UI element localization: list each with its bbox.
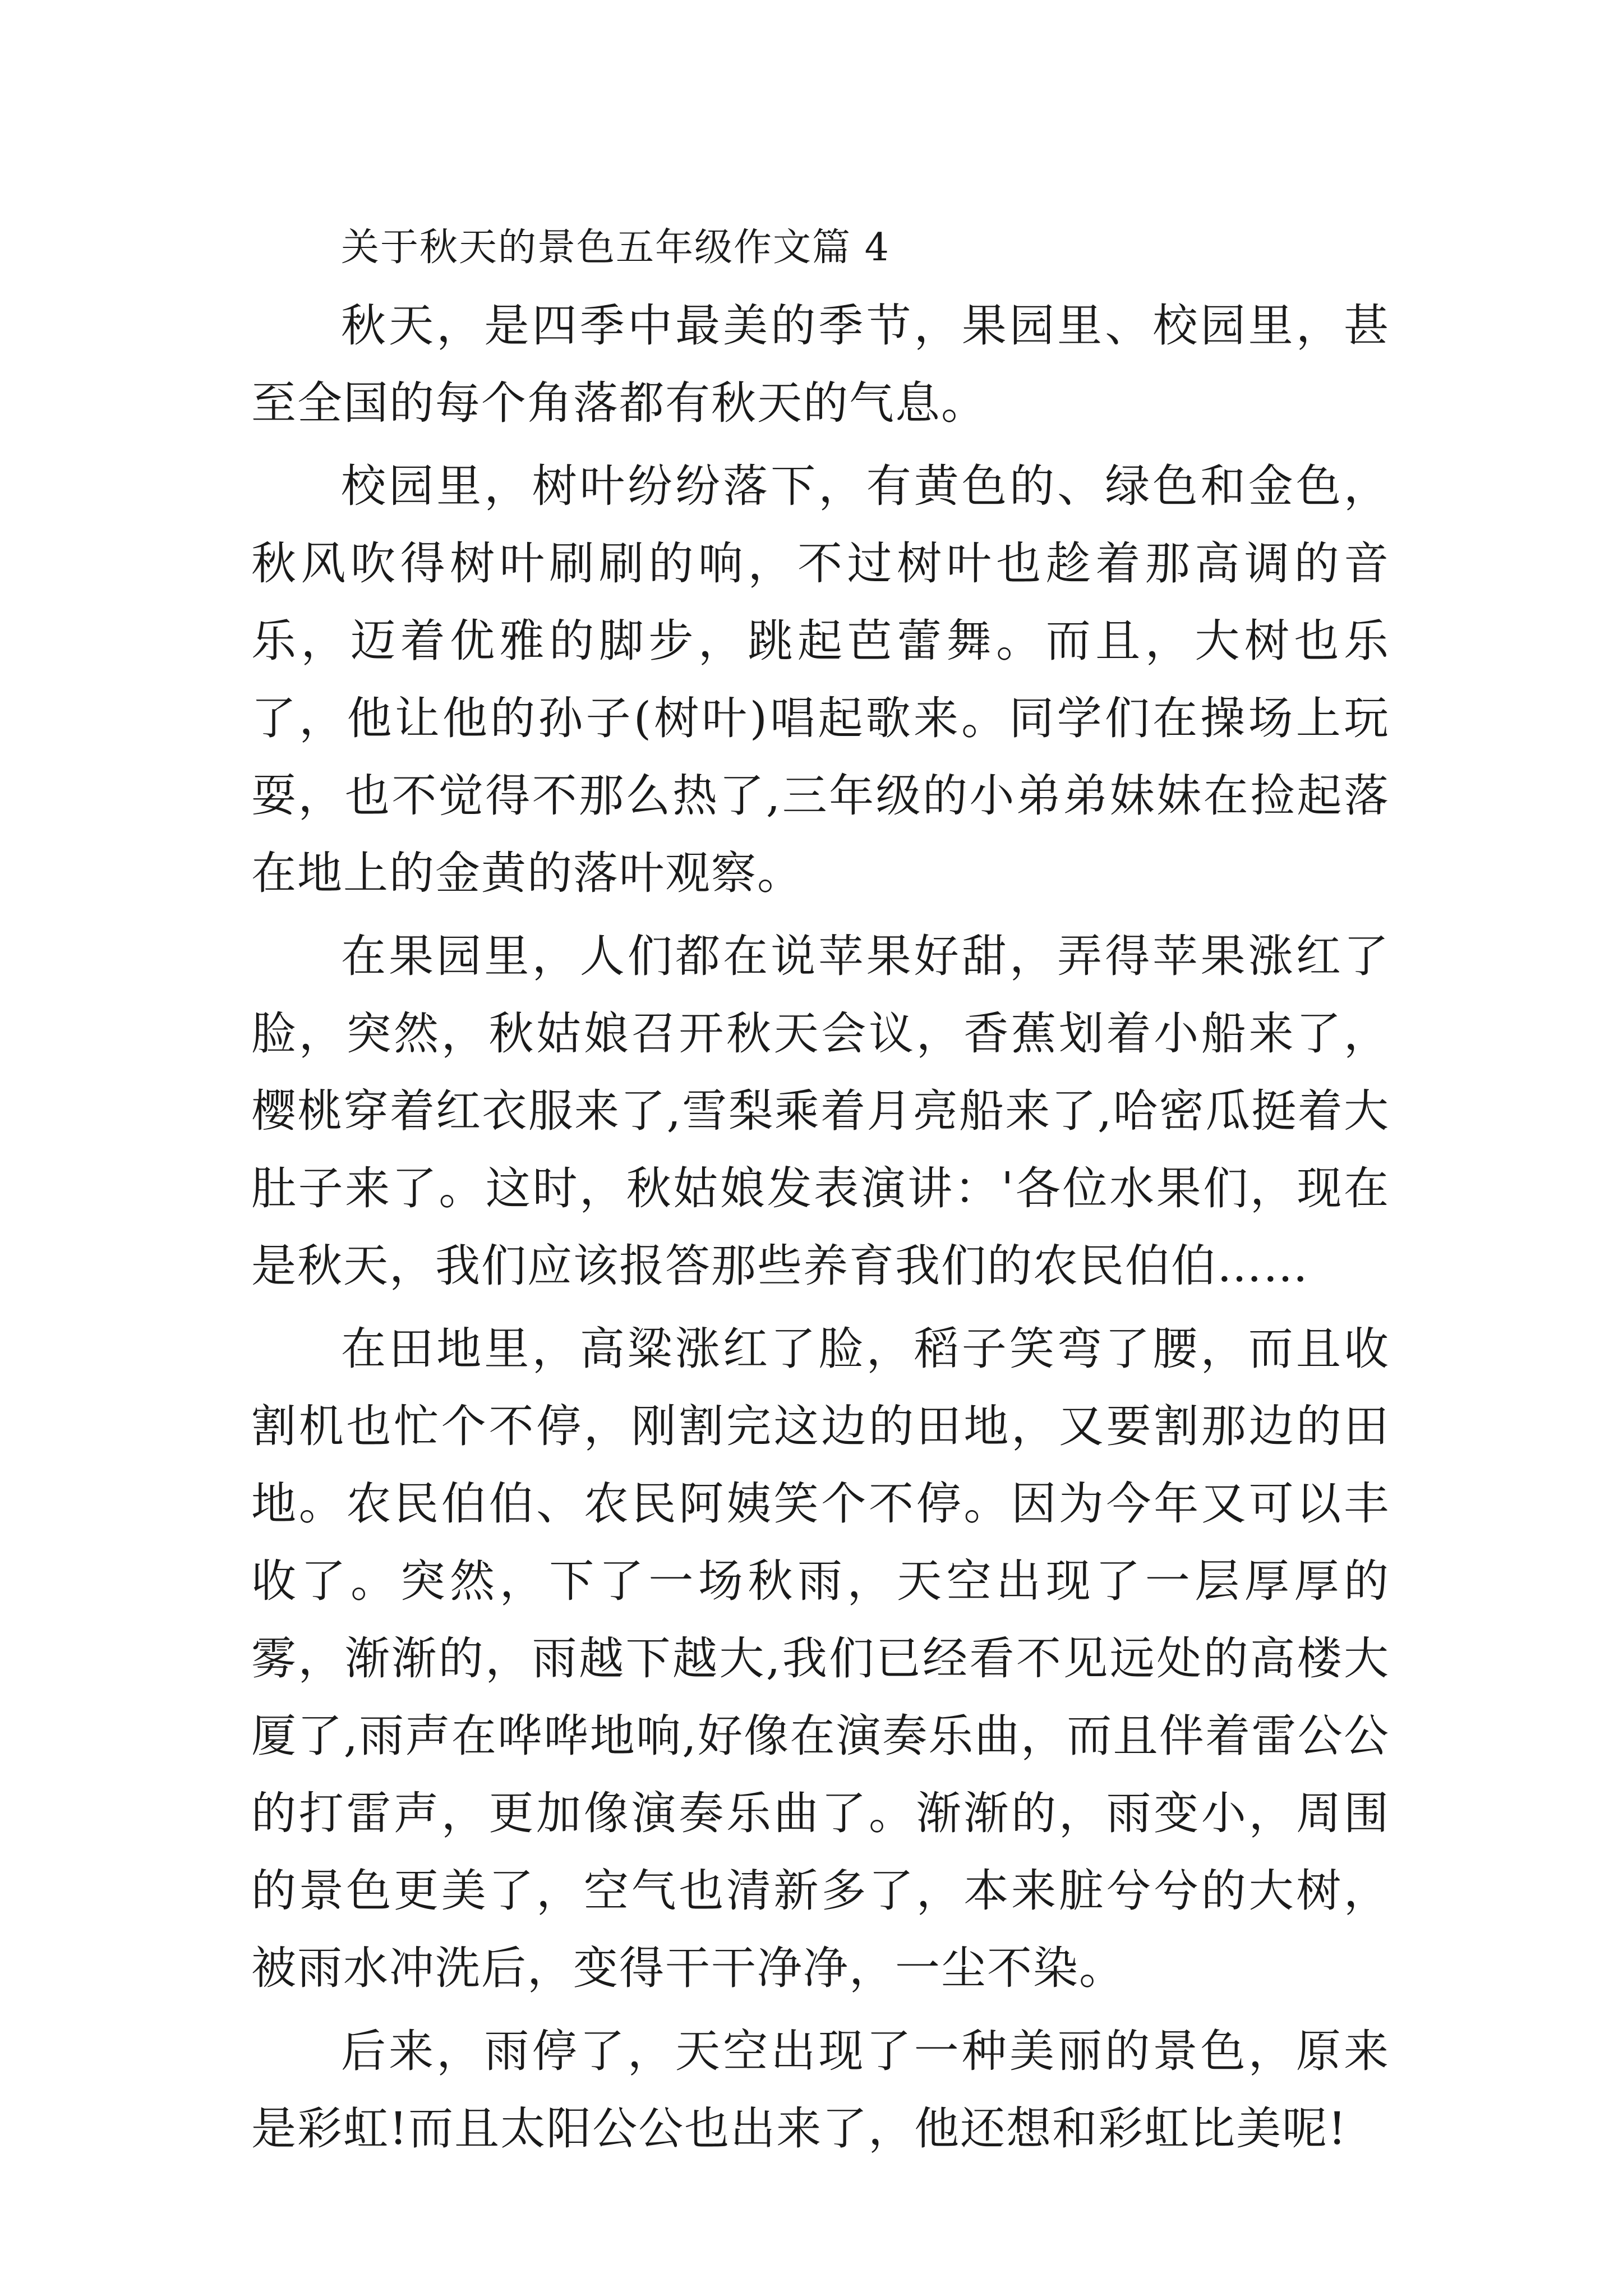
document-title: 关于秋天的景色五年级作文篇 4 xyxy=(341,226,890,270)
paragraph-5: 后来，雨停了，天空出现了一种美丽的景色，原来是彩虹!而且太阳公公也出来了，他还想和彩虹比美呢! xyxy=(251,2025,1390,2155)
paragraph-2: 校园里，树叶纷纷落下，有黄色的、绿色和金色，秋风吹得树叶刷刷的响，不过树叶也趁着那高调的音乐，迈着优雅的脚步，跳起芭蕾舞。而且，大树也乐了，他让他的孙子(树叶)唱起歌来。同学们在操场上玩耍，也不觉得不那么热了,三年级的小弟弟妹妹在捡起落在地上的金黄的落叶观察。 xyxy=(251,460,1390,899)
document-body xyxy=(251,209,1390,2173)
paragraph-4: 在田地里，高粱涨红了脸，稻子笑弯了腰，而且收割机也忙个不停，刚割完这边的田地，又要割那边的田地。农民伯伯、农民阿姨笑个不停。因为今年又可以丰收了。突然，下了一场秋雨，天空出现了一层厚厚的雾，渐渐的，雨越下越大,我们已经看不见远处的高楼大厦了,雨声在哗哗地响,好像在演奏乐曲，而且伴着雷公公的打雷声，更加像演奏乐曲了。渐渐的，雨变小，周围的景色更美了，空气也清新多了，本来脏兮兮的大树，被雨水冲洗后，变得干干净净，一尘不染。 xyxy=(251,1323,1390,1994)
paragraph-1: 秋天，是四季中最美的季节，果园里、校园里，甚至全国的每个角落都有秋天的气息。 xyxy=(251,300,1390,429)
paragraph-3: 在果园里，人们都在说苹果好甜，弄得苹果涨红了脸，突然，秋姑娘召开秋天会议，香蕉划着小船来了，樱桃穿着红衣服来了,雪梨乘着月亮船来了,哈密瓜挺着大肚子来了。这时，秋姑娘发表演讲：'各位水果们，现在是秋天，我们应该报答那些养育我们的农民伯伯…… xyxy=(251,930,1390,1292)
